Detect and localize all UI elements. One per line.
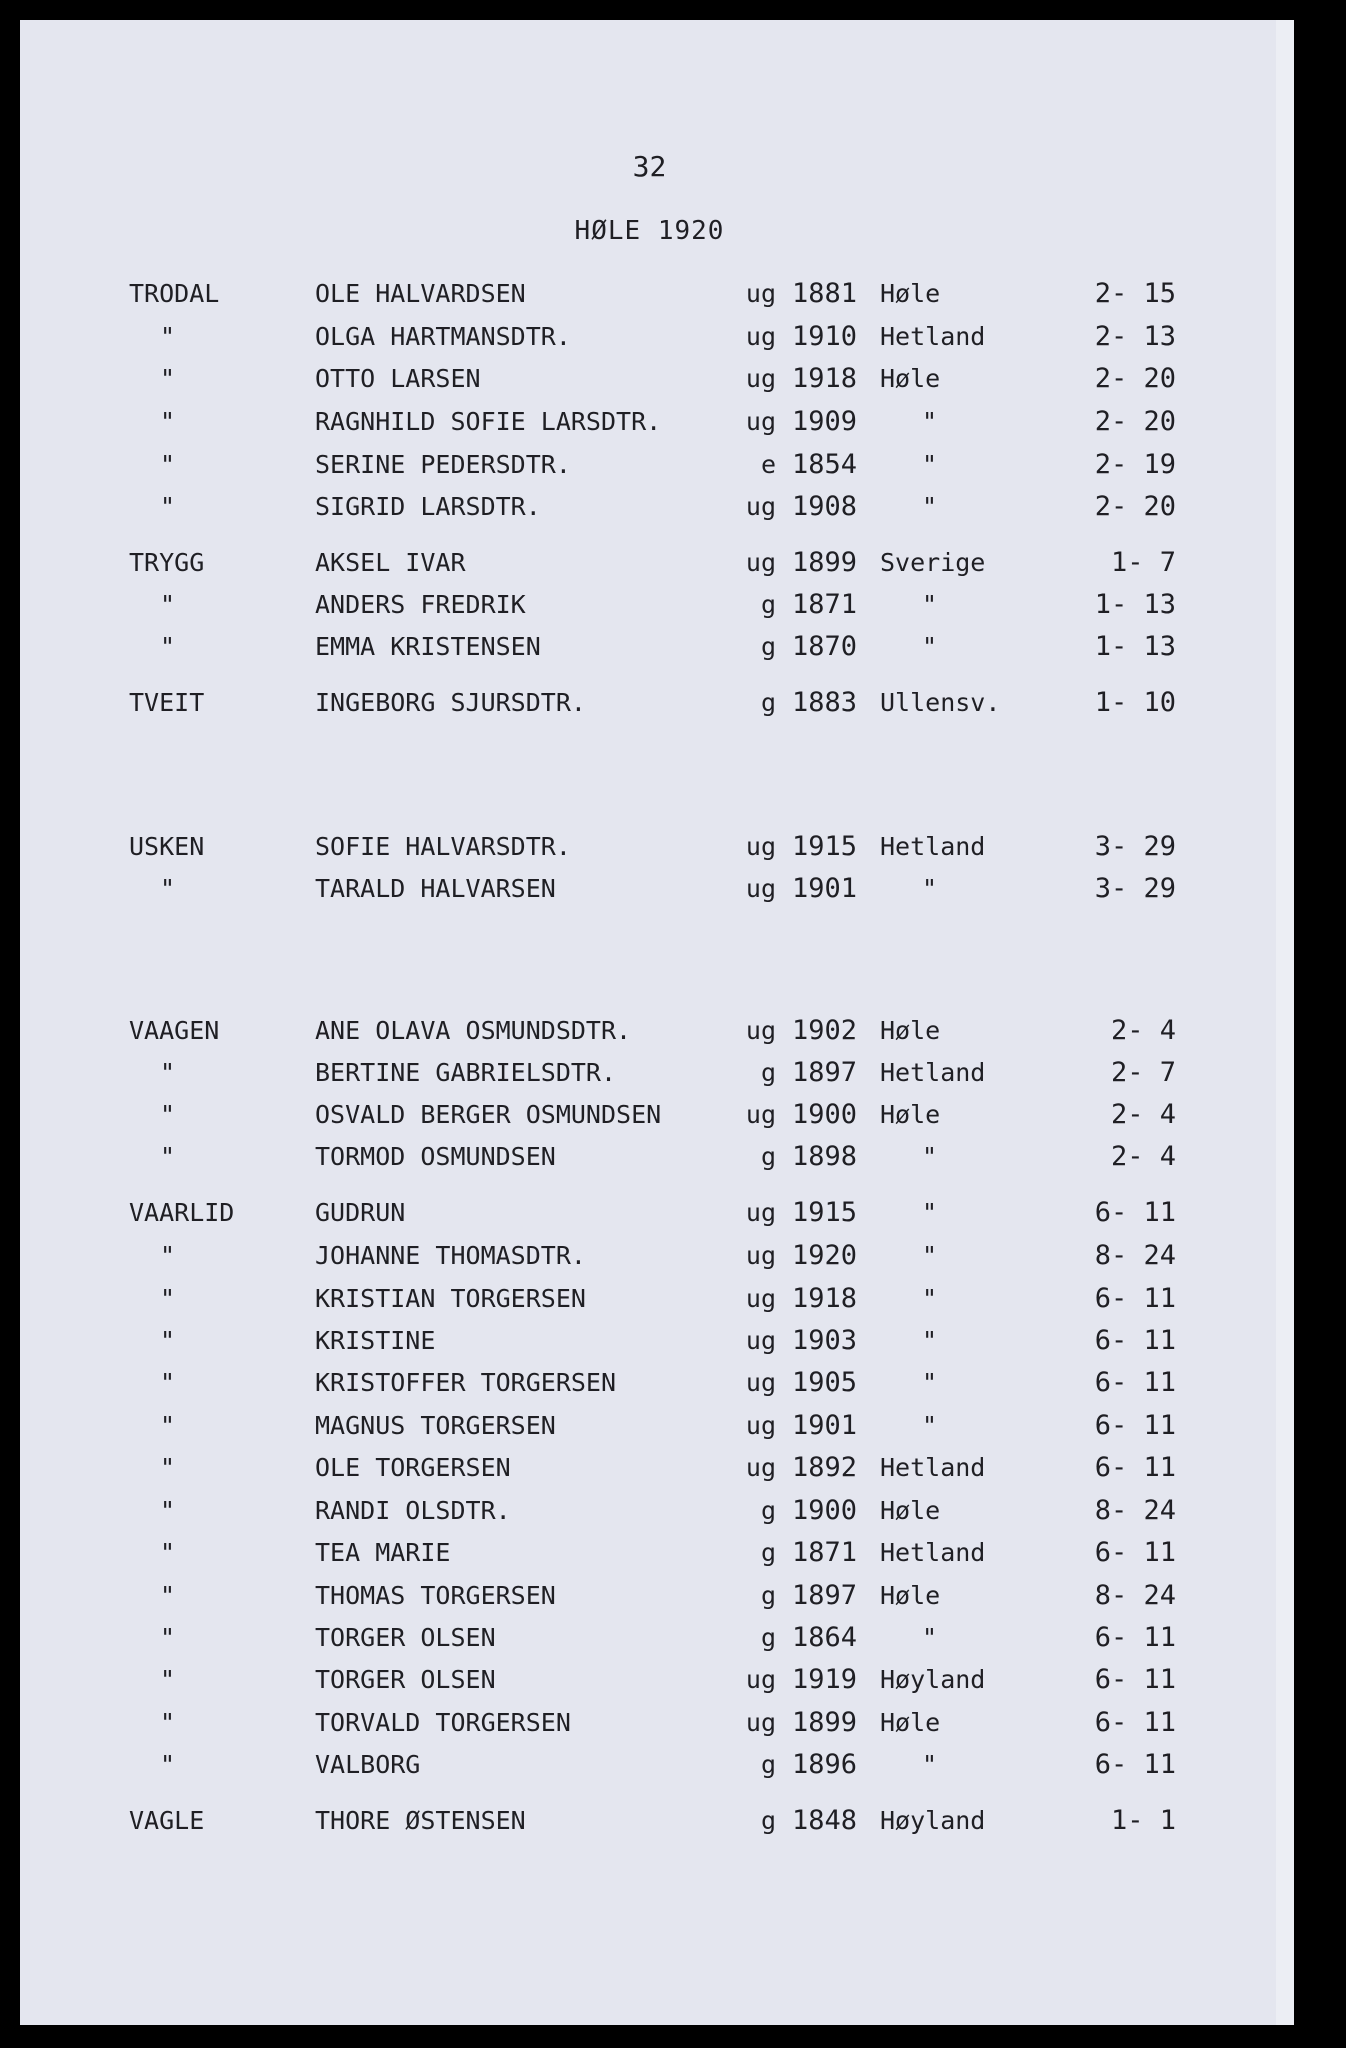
entry-name: TARALD HALVARSEN [315,874,556,903]
entry-surname: " [160,632,176,661]
entry-code: 6- 11 [1094,1410,1176,1441]
entry-marital-status: g [760,1806,776,1835]
entry-birthplace: " [922,1284,938,1313]
entry-code: 1- 7 [1110,547,1176,578]
entry-birthplace: " [922,1241,938,1270]
page-title: HØLE 1920 [574,216,725,246]
entry-name: EMMA KRISTENSEN [315,632,541,661]
entry-code: 8- 24 [1094,1580,1176,1611]
entry-name: SERINE PEDERSDTR. [315,450,571,479]
entry-birth-year: 1910 [792,321,858,352]
entry-birthplace: " [922,1750,938,1779]
entry-birth-year: 1871 [792,589,858,620]
entry-marital-status: g [760,1142,776,1171]
entry-code: 2- 15 [1094,278,1176,309]
entry-birthplace: " [922,632,938,661]
register-entry [20,402,1279,442]
entry-birthplace: Høyland [880,1806,986,1835]
register-entry [20,445,1279,485]
entry-birth-year: 1908 [792,491,858,522]
entry-birthplace: Ullensv. [880,688,1001,717]
register-entry [20,869,1279,909]
entry-birthplace: Høle [880,279,941,308]
entry-code: 6- 11 [1094,1622,1176,1653]
entry-surname: " [160,1708,176,1737]
entry-birth-year: 1896 [792,1749,858,1780]
entry-birthplace: " [922,1368,938,1397]
entry-marital-status: e [760,450,776,479]
entry-code: 6- 11 [1094,1452,1176,1483]
entry-surname: USKEN [129,832,205,861]
entry-birthplace: Høyland [880,1665,986,1694]
entry-code: 2- 4 [1110,1141,1176,1172]
entry-marital-status: ug [745,1326,776,1355]
entry-birthplace: " [922,874,938,903]
entry-name: TORGER OLSEN [315,1623,496,1652]
entry-birthplace: Høle [880,1016,941,1045]
entry-marital-status: g [760,688,776,717]
entry-code: 2- 20 [1094,491,1176,522]
entry-name: INGEBORG SJURSDTR. [315,688,586,717]
entry-code: 8- 24 [1094,1495,1176,1526]
register-entry [20,683,1279,723]
entry-birthplace: " [922,407,938,436]
entry-name: ANE OLAVA OSMUNDSDTR. [315,1016,632,1045]
entry-name: OLE HALVARDSEN [315,279,526,308]
entry-name: RANDI OLSDTR. [315,1496,511,1525]
register-entry [20,627,1279,667]
entry-surname: " [160,1368,176,1397]
register-entry [20,1801,1279,1841]
entry-name: JOHANNE THOMASDTR. [315,1241,586,1270]
entry-code: 6- 11 [1094,1537,1176,1568]
entry-birthplace: " [922,450,938,479]
entry-surname: " [160,874,176,903]
register-entry [20,1618,1279,1658]
entry-birth-year: 1901 [792,1410,858,1441]
entry-birth-year: 1919 [792,1664,858,1695]
entry-name: TORGER OLSEN [315,1665,496,1694]
entry-surname: " [160,590,176,619]
entry-birth-year: 1909 [792,406,858,437]
entry-marital-status: ug [745,364,776,393]
entry-code: 2- 7 [1110,1057,1176,1088]
entry-marital-status: g [760,1058,776,1087]
entry-birth-year: 1915 [792,1197,858,1228]
entry-name: OLE TORGERSEN [315,1453,511,1482]
entry-birth-year: 1900 [792,1099,858,1130]
register-entry [20,1406,1279,1446]
entry-code: 2- 20 [1094,363,1176,394]
entry-name: THOMAS TORGERSEN [315,1581,556,1610]
entry-birth-year: 1905 [792,1367,858,1398]
entry-birthplace: Høle [880,1100,941,1129]
entry-surname: " [160,1665,176,1694]
register-entry [20,1703,1279,1743]
entry-birth-year: 1897 [792,1580,858,1611]
entry-marital-status: ug [745,1198,776,1227]
entry-name: AKSEL IVAR [315,548,466,577]
entry-birth-year: 1901 [792,873,858,904]
register-entry [20,1448,1279,1488]
entry-surname: " [160,1142,176,1171]
register-entry [20,1193,1279,1233]
entry-code: 2- 4 [1110,1015,1176,1046]
entry-name: TORVALD TORGERSEN [315,1708,571,1737]
entry-name: OLGA HARTMANSDTR. [315,322,571,351]
entry-surname: " [160,1058,176,1087]
register-entry [20,585,1279,625]
entry-marital-status: ug [745,1016,776,1045]
entry-birthplace: Hetland [880,1453,986,1482]
register-entry [20,1137,1279,1177]
entry-surname: " [160,1581,176,1610]
entry-surname: " [160,1538,176,1567]
entry-marital-status: ug [745,279,776,308]
entry-birthplace: Hetland [880,1058,986,1087]
entry-birth-year: 1918 [792,363,858,394]
document-page [20,20,1279,2025]
entry-surname: " [160,407,176,436]
entry-name: VALBORG [315,1750,421,1779]
register-entry [20,487,1279,527]
entry-surname: TVEIT [129,688,205,717]
entry-birth-year: 1864 [792,1622,858,1653]
entry-birthplace: Hetland [880,322,986,351]
register-entry [20,1660,1279,1700]
entry-birth-year: 1883 [792,687,858,718]
entry-birthplace: " [922,1198,938,1227]
entry-marital-status: ug [745,1411,776,1440]
entry-birth-year: 1898 [792,1141,858,1172]
entry-name: MAGNUS TORGERSEN [315,1411,556,1440]
entry-marital-status: g [760,1581,776,1610]
entry-name: KRISTINE [315,1326,436,1355]
entry-code: 1- 13 [1094,631,1176,662]
page-number: 32 [632,150,667,183]
entry-name: ANDERS FREDRIK [315,590,526,619]
entry-marital-status: ug [745,407,776,436]
entry-code: 2- 19 [1094,449,1176,480]
entry-surname: " [160,1326,176,1355]
entry-birth-year: 1918 [792,1283,858,1314]
entry-birthplace: Sverige [880,548,986,577]
entry-marital-status: g [760,1538,776,1567]
entry-birthplace: " [922,492,938,521]
entry-code: 2- 13 [1094,321,1176,352]
entry-name: KRISTIAN TORGERSEN [315,1284,586,1313]
entry-birth-year: 1900 [792,1495,858,1526]
entry-marital-status: ug [745,1241,776,1270]
entry-birth-year: 1902 [792,1015,858,1046]
entry-birthplace: Høle [880,1581,941,1610]
entry-birth-year: 1870 [792,631,858,662]
entry-code: 6- 11 [1094,1749,1176,1780]
entry-marital-status: ug [745,1368,776,1397]
entry-name: TORMOD OSMUNDSEN [315,1142,556,1171]
entry-marital-status: ug [745,1100,776,1129]
register-entry [20,1745,1279,1785]
entry-birth-year: 1848 [792,1805,858,1836]
register-entry [20,274,1279,314]
entry-surname: " [160,1750,176,1779]
entry-marital-status: ug [745,1708,776,1737]
entry-marital-status: ug [745,1453,776,1482]
entry-surname: " [160,322,176,351]
entry-surname: " [160,492,176,521]
entry-birth-year: 1899 [792,547,858,578]
entry-code: 6- 11 [1094,1197,1176,1228]
entry-name: BERTINE GABRIELSDTR. [315,1058,617,1087]
entry-marital-status: ug [745,548,776,577]
entry-surname: " [160,1100,176,1129]
entry-birthplace: " [922,590,938,619]
register-entry [20,1011,1279,1051]
register-entry [20,1053,1279,1093]
entry-birth-year: 1897 [792,1057,858,1088]
entry-code: 3- 29 [1094,873,1176,904]
entry-surname: VAARLID [129,1198,235,1227]
register-entry [20,317,1279,357]
entry-surname: TRODAL [129,279,220,308]
register-entry [20,1279,1279,1319]
entry-name: SIGRID LARSDTR. [315,492,541,521]
entry-marital-status: ug [745,1284,776,1313]
entry-birthplace: " [922,1623,938,1652]
entry-birth-year: 1915 [792,831,858,862]
entry-marital-status: ug [745,1665,776,1694]
entry-birthplace: Hetland [880,1538,986,1567]
entry-birthplace: " [922,1326,938,1355]
entry-surname: " [160,1284,176,1313]
entry-name: TEA MARIE [315,1538,451,1567]
entry-birth-year: 1899 [792,1707,858,1738]
entry-marital-status: ug [745,874,776,903]
entry-marital-status: ug [745,322,776,351]
entry-marital-status: ug [745,832,776,861]
entry-birth-year: 1892 [792,1452,858,1483]
entry-birthplace: " [922,1142,938,1171]
register-entry [20,543,1279,583]
entry-name: SOFIE HALVARSDTR. [315,832,571,861]
register-entry [20,1321,1279,1361]
entry-code: 8- 24 [1094,1240,1176,1271]
entry-marital-status: g [760,1623,776,1652]
entry-surname: " [160,1453,176,1482]
entry-birth-year: 1903 [792,1325,858,1356]
entry-surname: " [160,1411,176,1440]
entry-birthplace: Høle [880,364,941,393]
entry-code: 6- 11 [1094,1325,1176,1356]
register-entry [20,1095,1279,1135]
entry-surname: " [160,1241,176,1270]
entry-surname: TRYGG [129,548,205,577]
entry-code: 1- 13 [1094,589,1176,620]
entry-code: 6- 11 [1094,1283,1176,1314]
entry-marital-status: g [760,1496,776,1525]
entry-marital-status: g [760,632,776,661]
register-entry [20,1236,1279,1276]
entry-birthplace: Høle [880,1708,941,1737]
register-entry [20,359,1279,399]
entry-code: 1- 10 [1094,687,1176,718]
entry-surname: VAGLE [129,1806,205,1835]
entry-name: RAGNHILD SOFIE LARSDTR. [315,407,662,436]
register-entry [20,827,1279,867]
entry-code: 2- 4 [1110,1099,1176,1130]
entry-code: 2- 20 [1094,406,1176,437]
entry-surname: " [160,364,176,393]
entry-name: THORE ØSTENSEN [315,1806,526,1835]
entry-birthplace: Høle [880,1496,941,1525]
entry-birthplace: " [922,1411,938,1440]
register-entry [20,1363,1279,1403]
entry-code: 6- 11 [1094,1367,1176,1398]
entry-birthplace: Hetland [880,832,986,861]
entry-surname: " [160,1496,176,1525]
entry-code: 6- 11 [1094,1707,1176,1738]
register-entry [20,1576,1279,1616]
entry-code: 6- 11 [1094,1664,1176,1695]
register-entry [20,1491,1279,1531]
entry-marital-status: g [760,1750,776,1779]
entry-birth-year: 1871 [792,1537,858,1568]
entry-marital-status: ug [745,492,776,521]
entry-name: OTTO LARSEN [315,364,481,393]
entry-birth-year: 1881 [792,278,858,309]
register-entry [20,1533,1279,1573]
entry-surname: " [160,450,176,479]
entry-surname: " [160,1623,176,1652]
entry-code: 1- 1 [1110,1805,1176,1836]
entry-name: KRISTOFFER TORGERSEN [315,1368,617,1397]
entry-name: GUDRUN [315,1198,406,1227]
entry-birth-year: 1854 [792,449,858,480]
entry-surname: VAAGEN [129,1016,220,1045]
entry-code: 3- 29 [1094,831,1176,862]
entry-name: OSVALD BERGER OSMUNDSEN [315,1100,662,1129]
entry-birth-year: 1920 [792,1240,858,1271]
entry-marital-status: g [760,590,776,619]
